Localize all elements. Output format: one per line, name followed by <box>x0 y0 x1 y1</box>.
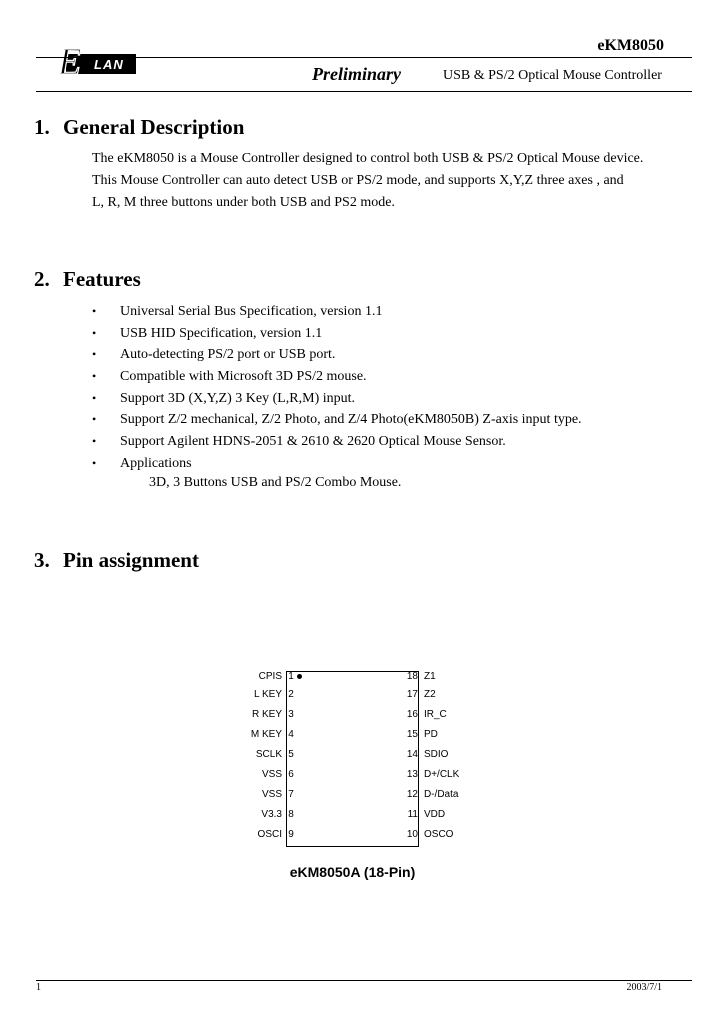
pin-name-right: D+/CLK <box>424 769 460 780</box>
pin-name-left: SCLK <box>255 749 282 760</box>
pin-number-right: 15 <box>406 729 418 740</box>
section-title: Features <box>63 267 141 291</box>
feature-text: USB HID Specification, version 1.1 <box>120 325 323 341</box>
section-heading-pin-assignment <box>34 548 199 573</box>
pin-number-right: 18 <box>406 671 418 682</box>
feature-text: Support 3D (X,Y,Z) 3 Key (L,R,M) input. <box>120 390 356 406</box>
feature-text: Auto-detecting PS/2 port or USB port. <box>120 347 336 363</box>
pin-number-right: 12 <box>406 789 418 800</box>
pin-name-left: VSS <box>261 769 282 780</box>
paragraph-line: The eKM8050 is a Mouse Controller designed to control both USB & PS/2 Optical Mouse device. <box>92 151 644 166</box>
part-number: eKM8050 <box>597 37 664 54</box>
paragraph-line: L, R, M three buttons under both USB and PS2 mode. <box>92 195 395 210</box>
pin-number-right: 14 <box>406 749 418 760</box>
section-title: Pin assignment <box>63 548 199 572</box>
pin-number-left: 9 <box>288 829 294 840</box>
pin-name-left: M KEY <box>250 729 282 740</box>
pin-number-left: 1 <box>288 671 294 682</box>
bullet: • <box>92 347 97 362</box>
bullet: • <box>92 369 97 384</box>
paragraph-line: This Mouse Controller can auto detect USB or PS/2 mode, and supports X,Y,Z three axes , and <box>92 173 624 188</box>
pin-name-right: IR_C <box>424 709 447 720</box>
footer-date: 2003/7/1 <box>626 982 662 993</box>
bullet: • <box>92 390 97 405</box>
header-rule-bottom <box>36 91 692 92</box>
pin-name-left: OSCI <box>257 829 282 840</box>
pin-name-left: R KEY <box>251 709 282 720</box>
svg-text:LAN: LAN <box>94 57 124 72</box>
svg-text:E: E <box>58 41 82 80</box>
pin-name-left: CPIS <box>258 671 282 682</box>
pin-number-right: 16 <box>406 709 418 720</box>
pin1-marker-dot <box>297 674 302 679</box>
header-rule-top <box>36 57 692 58</box>
section-number: 2. <box>34 267 50 291</box>
feature-text: Support Agilent HDNS-2051 & 2610 & 2620 Optical Mouse Sensor. <box>120 434 506 450</box>
section-number: 3. <box>34 548 50 572</box>
page-number: 1 <box>36 982 41 993</box>
section-title: General Description <box>63 115 245 139</box>
pin-name-right: Z1 <box>424 671 436 682</box>
pin-name-right: PD <box>424 729 438 740</box>
pin-number-left: 4 <box>288 729 294 740</box>
pin-name-right: VDD <box>424 809 446 820</box>
pin-number-right: 10 <box>406 829 418 840</box>
pin-number-left: 6 <box>288 769 294 780</box>
pin-number-left: 7 <box>288 789 294 800</box>
bullet: • <box>92 434 97 449</box>
preliminary-label: Preliminary <box>312 64 401 84</box>
feature-text: Compatible with Microsoft 3D PS/2 mouse. <box>120 369 367 385</box>
section-heading-features <box>34 267 141 292</box>
pin-name-right: SDIO <box>424 749 449 760</box>
pin-name-right: OSCO <box>424 829 454 840</box>
pin-number-right: 13 <box>406 769 418 780</box>
bullet: • <box>92 304 97 318</box>
footer-rule <box>36 980 692 981</box>
section-number: 1. <box>34 115 50 139</box>
document-subtitle: USB & PS/2 Optical Mouse Controller <box>443 68 662 83</box>
applications-detail: 3D, 3 Buttons USB and PS/2 Combo Mouse. <box>149 475 402 490</box>
pin-number-right: 17 <box>406 689 418 700</box>
pin-name-left: V3.3 <box>261 809 282 820</box>
bullet: • <box>92 455 97 470</box>
feature-text: Applications <box>120 455 192 471</box>
pin-name-left: L KEY <box>254 689 282 700</box>
bullet: • <box>92 325 97 340</box>
feature-text: Support Z/2 mechanical, Z/2 Photo, and Z/4 Photo(eKM8050B) Z-axis input type. <box>120 412 582 428</box>
feature-text: Universal Serial Bus Specification, version 1.1 <box>120 304 383 319</box>
section-heading-general-description <box>34 115 244 140</box>
pin-name-left: VSS <box>261 789 282 800</box>
pin-number-left: 2 <box>288 689 294 700</box>
bullet: • <box>92 412 97 427</box>
pin-number-left: 3 <box>288 709 294 720</box>
pin-number-left: 8 <box>288 809 294 820</box>
general-description-paragraph <box>92 148 643 214</box>
pin-name-right: D-/Data <box>424 789 459 800</box>
elan-logo <box>52 40 138 80</box>
pin-number-right: 11 <box>407 809 418 820</box>
chip-caption: eKM8050A (18-Pin) <box>289 864 416 880</box>
pin-number-left: 5 <box>288 749 294 760</box>
ic-package-outline <box>286 671 419 847</box>
pin-name-right: Z2 <box>424 689 436 700</box>
